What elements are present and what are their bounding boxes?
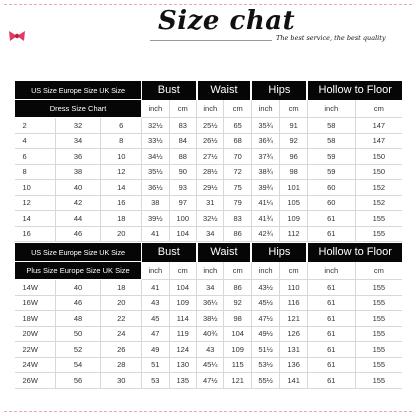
- table-cell: 68: [224, 133, 251, 149]
- table-cell: 104: [169, 226, 196, 242]
- table-cell: 47½: [251, 311, 279, 327]
- table-cell: 32½: [197, 211, 224, 227]
- table-cell: 8: [101, 133, 142, 149]
- table-cell: 12: [15, 195, 56, 211]
- table-cell: 61: [307, 357, 355, 373]
- table-cell: 42¾: [251, 226, 279, 242]
- table-cell: 104: [224, 326, 251, 342]
- table-cell: 58: [307, 133, 355, 149]
- table-row: [15, 295, 403, 311]
- table-cell: 72: [224, 164, 251, 180]
- table-header: [15, 243, 403, 262]
- table-cell: 24W: [15, 357, 56, 373]
- table-cell: 152: [355, 180, 402, 196]
- table-cell: 101: [280, 180, 307, 196]
- table-cell: 38¾: [251, 164, 279, 180]
- table-cell: 40: [55, 280, 101, 296]
- unit-cell: cm: [224, 100, 251, 118]
- table-cell: 84: [169, 133, 196, 149]
- table-cell: 114: [169, 311, 196, 327]
- table-cell: 65: [224, 118, 251, 134]
- table-cell: 155: [355, 211, 402, 227]
- table-cell: 93: [169, 180, 196, 196]
- table-cell: 24: [101, 326, 142, 342]
- table-cell: 41¾: [251, 211, 279, 227]
- table-cell: 36¾: [251, 133, 279, 149]
- table-cell: 51½: [251, 342, 279, 358]
- table-cell: 90: [169, 164, 196, 180]
- table-cell: 12: [101, 164, 142, 180]
- table-cell: 46: [55, 295, 101, 311]
- table-cell: 14W: [15, 280, 56, 296]
- table-row: [15, 342, 403, 358]
- table-cell: 8: [15, 164, 56, 180]
- title-underline: [150, 40, 272, 41]
- size-columns-label: US Size Europe Size UK Size: [15, 243, 142, 262]
- unit-cell: cm: [355, 100, 402, 118]
- table-cell: 58: [307, 118, 355, 134]
- table-cell: 10: [101, 149, 142, 165]
- table-cell: 92: [280, 133, 307, 149]
- table-cell: 36½: [142, 180, 169, 196]
- group-header: Waist: [197, 81, 252, 100]
- table-cell: 30: [101, 373, 142, 389]
- table-cell: 34: [55, 133, 101, 149]
- table-cell: 155: [355, 295, 402, 311]
- table-cell: 34: [197, 226, 224, 242]
- table-cell: 54: [55, 357, 101, 373]
- table-cell: 83: [224, 211, 251, 227]
- table-cell: 155: [355, 326, 402, 342]
- table-row: [15, 149, 403, 165]
- chart-label: Dress Size Chart: [15, 100, 142, 118]
- group-header: Bust: [142, 243, 197, 262]
- table-cell: 98: [224, 311, 251, 327]
- table-cell: 53½: [251, 357, 279, 373]
- table-cell: 59: [307, 164, 355, 180]
- unit-cell: cm: [355, 262, 402, 280]
- group-header: Waist: [197, 243, 252, 262]
- unit-header: [15, 100, 403, 118]
- table-cell: 88: [169, 149, 196, 165]
- bottom-dashed-border: [4, 411, 412, 412]
- table-cell: 35½: [142, 164, 169, 180]
- table-cell: 38½: [197, 311, 224, 327]
- table-cell: 38: [142, 195, 169, 211]
- table-cell: 109: [224, 342, 251, 358]
- table-cell: 34½: [142, 149, 169, 165]
- table-cell: 41: [142, 226, 169, 242]
- table-cell: 20W: [15, 326, 56, 342]
- table-cell: 20: [101, 226, 142, 242]
- bow-icon: [8, 30, 26, 42]
- table-cell: 22W: [15, 342, 56, 358]
- table-cell: 32½: [142, 118, 169, 134]
- table-cell: 36: [55, 149, 101, 165]
- table-cell: 46: [55, 226, 101, 242]
- table-cell: 6: [15, 149, 56, 165]
- table-cell: 126: [280, 326, 307, 342]
- table-cell: 41: [142, 280, 169, 296]
- table-cell: 43: [142, 295, 169, 311]
- table-cell: 61: [307, 211, 355, 227]
- table-cell: 50: [55, 326, 101, 342]
- table-cell: 147: [355, 118, 402, 134]
- unit-cell: inch: [251, 262, 279, 280]
- table-cell: 14: [101, 180, 142, 196]
- table-row: [15, 326, 403, 342]
- table-cell: 141: [280, 373, 307, 389]
- dress-size-table: [14, 80, 402, 242]
- table-cell: 61: [307, 373, 355, 389]
- table-cell: 86: [224, 280, 251, 296]
- unit-header: [15, 262, 403, 280]
- table-cell: 39¾: [251, 180, 279, 196]
- chart-label: Plus Size Europe Size UK Size: [15, 262, 142, 280]
- group-header: Hips: [251, 243, 307, 262]
- table-cell: 59: [307, 149, 355, 165]
- table-cell: 97: [169, 195, 196, 211]
- table-cell: 121: [224, 373, 251, 389]
- table-cell: 155: [355, 357, 402, 373]
- table-cell: 55½: [251, 373, 279, 389]
- table-cell: 49: [142, 342, 169, 358]
- table-cell: 48: [55, 311, 101, 327]
- table-cell: 155: [355, 342, 402, 358]
- table-cell: 105: [280, 195, 307, 211]
- table-cell: 47½: [197, 373, 224, 389]
- table-cell: 18W: [15, 311, 56, 327]
- unit-cell: inch: [142, 100, 169, 118]
- group-header: Hollow to Floor: [307, 81, 402, 100]
- table-cell: 33½: [142, 133, 169, 149]
- table-cell: 124: [169, 342, 196, 358]
- table-cell: 16: [101, 195, 142, 211]
- table-cell: 109: [280, 211, 307, 227]
- table-cell: 45¼: [197, 357, 224, 373]
- table-cell: 44: [55, 211, 101, 227]
- table-cell: 22: [101, 311, 142, 327]
- table-cell: 75: [224, 180, 251, 196]
- table-cell: 61: [307, 295, 355, 311]
- table-cell: 86: [224, 226, 251, 242]
- table-row: [15, 211, 403, 227]
- table-cell: 20: [101, 295, 142, 311]
- table-cell: 36¼: [197, 295, 224, 311]
- table-cell: 130: [169, 357, 196, 373]
- table-cell: 155: [355, 373, 402, 389]
- table-cell: 91: [280, 118, 307, 134]
- group-header: Hollow to Floor: [307, 243, 402, 262]
- table-cell: 61: [307, 226, 355, 242]
- table-cell: 56: [55, 373, 101, 389]
- table-cell: 110: [280, 280, 307, 296]
- group-header: Hips: [251, 81, 307, 100]
- tagline: The best service, the best quality: [276, 34, 386, 42]
- table-cell: 26W: [15, 373, 56, 389]
- table-cell: 53: [142, 373, 169, 389]
- unit-cell: inch: [307, 100, 355, 118]
- plus-table-body: [15, 280, 403, 389]
- table-cell: 47: [142, 326, 169, 342]
- table-cell: 96: [280, 149, 307, 165]
- table-cell: 150: [355, 149, 402, 165]
- table-cell: 155: [355, 226, 402, 242]
- table-cell: 40¾: [197, 326, 224, 342]
- table-cell: 109: [169, 295, 196, 311]
- table-row: [15, 195, 403, 211]
- table-cell: 155: [355, 280, 402, 296]
- table-cell: 16: [15, 226, 56, 242]
- table-cell: 147: [355, 133, 402, 149]
- table-cell: 32: [55, 118, 101, 134]
- table-cell: 28½: [197, 164, 224, 180]
- unit-cell: cm: [280, 262, 307, 280]
- table-cell: 79: [224, 195, 251, 211]
- table-cell: 2: [15, 118, 56, 134]
- unit-cell: cm: [169, 100, 196, 118]
- table-cell: 61: [307, 326, 355, 342]
- unit-cell: inch: [251, 100, 279, 118]
- table-header: [15, 81, 403, 100]
- unit-cell: inch: [197, 262, 224, 280]
- table-cell: 34: [197, 280, 224, 296]
- table-cell: 135: [169, 373, 196, 389]
- table-cell: 121: [280, 311, 307, 327]
- table-cell: 131: [280, 342, 307, 358]
- table-cell: 115: [224, 357, 251, 373]
- table-cell: 51: [142, 357, 169, 373]
- table-cell: 45½: [251, 295, 279, 311]
- table-cell: 18: [101, 211, 142, 227]
- table-row: [15, 357, 403, 373]
- table-cell: 104: [169, 280, 196, 296]
- table-cell: 6: [101, 118, 142, 134]
- unit-cell: cm: [169, 262, 196, 280]
- table-cell: 49½: [251, 326, 279, 342]
- table-cell: 26½: [197, 133, 224, 149]
- table-cell: 60: [307, 195, 355, 211]
- table-cell: 38: [55, 164, 101, 180]
- table-cell: 41¼: [251, 195, 279, 211]
- unit-cell: inch: [142, 262, 169, 280]
- dress-table-body: [15, 118, 403, 242]
- size-columns-label: US Size Europe Size UK Size: [15, 81, 142, 100]
- table-row: [15, 180, 403, 196]
- table-cell: 112: [280, 226, 307, 242]
- table-cell: 14: [15, 211, 56, 227]
- table-cell: 42: [55, 195, 101, 211]
- table-cell: 119: [169, 326, 196, 342]
- page-title: Size chat: [158, 6, 296, 36]
- unit-cell: cm: [280, 100, 307, 118]
- table-cell: 28: [101, 357, 142, 373]
- table-cell: 43: [197, 342, 224, 358]
- table-row: [15, 226, 403, 242]
- table-cell: 70: [224, 149, 251, 165]
- table-cell: 98: [280, 164, 307, 180]
- table-cell: 40: [55, 180, 101, 196]
- table-cell: 37¾: [251, 149, 279, 165]
- group-header: Bust: [142, 81, 197, 100]
- unit-cell: inch: [307, 262, 355, 280]
- table-cell: 39½: [142, 211, 169, 227]
- table-cell: 52: [55, 342, 101, 358]
- unit-cell: cm: [224, 262, 251, 280]
- table-cell: 43½: [251, 280, 279, 296]
- table-cell: 83: [169, 118, 196, 134]
- table-row: [15, 164, 403, 180]
- table-row: [15, 118, 403, 134]
- table-cell: 27½: [197, 149, 224, 165]
- table-cell: 155: [355, 311, 402, 327]
- table-cell: 100: [169, 211, 196, 227]
- table-cell: 4: [15, 133, 56, 149]
- table-cell: 35¾: [251, 118, 279, 134]
- table-cell: 16W: [15, 295, 56, 311]
- unit-cell: inch: [197, 100, 224, 118]
- table-row: [15, 311, 403, 327]
- table-cell: 60: [307, 180, 355, 196]
- table-cell: 10: [15, 180, 56, 196]
- table-cell: 45: [142, 311, 169, 327]
- table-cell: 136: [280, 357, 307, 373]
- table-cell: 61: [307, 311, 355, 327]
- table-row: [15, 280, 403, 296]
- table-cell: 31: [197, 195, 224, 211]
- table-cell: 61: [307, 342, 355, 358]
- table-cell: 116: [280, 295, 307, 311]
- table-cell: 61: [307, 280, 355, 296]
- table-cell: 29½: [197, 180, 224, 196]
- table-cell: 152: [355, 195, 402, 211]
- table-cell: 92: [224, 295, 251, 311]
- table-cell: 26: [101, 342, 142, 358]
- table-row: [15, 373, 403, 389]
- top-dashed-border: [4, 4, 412, 5]
- table-cell: 18: [101, 280, 142, 296]
- table-cell: 25½: [197, 118, 224, 134]
- plus-size-table: [14, 242, 402, 389]
- table-row: [15, 133, 403, 149]
- table-cell: 150: [355, 164, 402, 180]
